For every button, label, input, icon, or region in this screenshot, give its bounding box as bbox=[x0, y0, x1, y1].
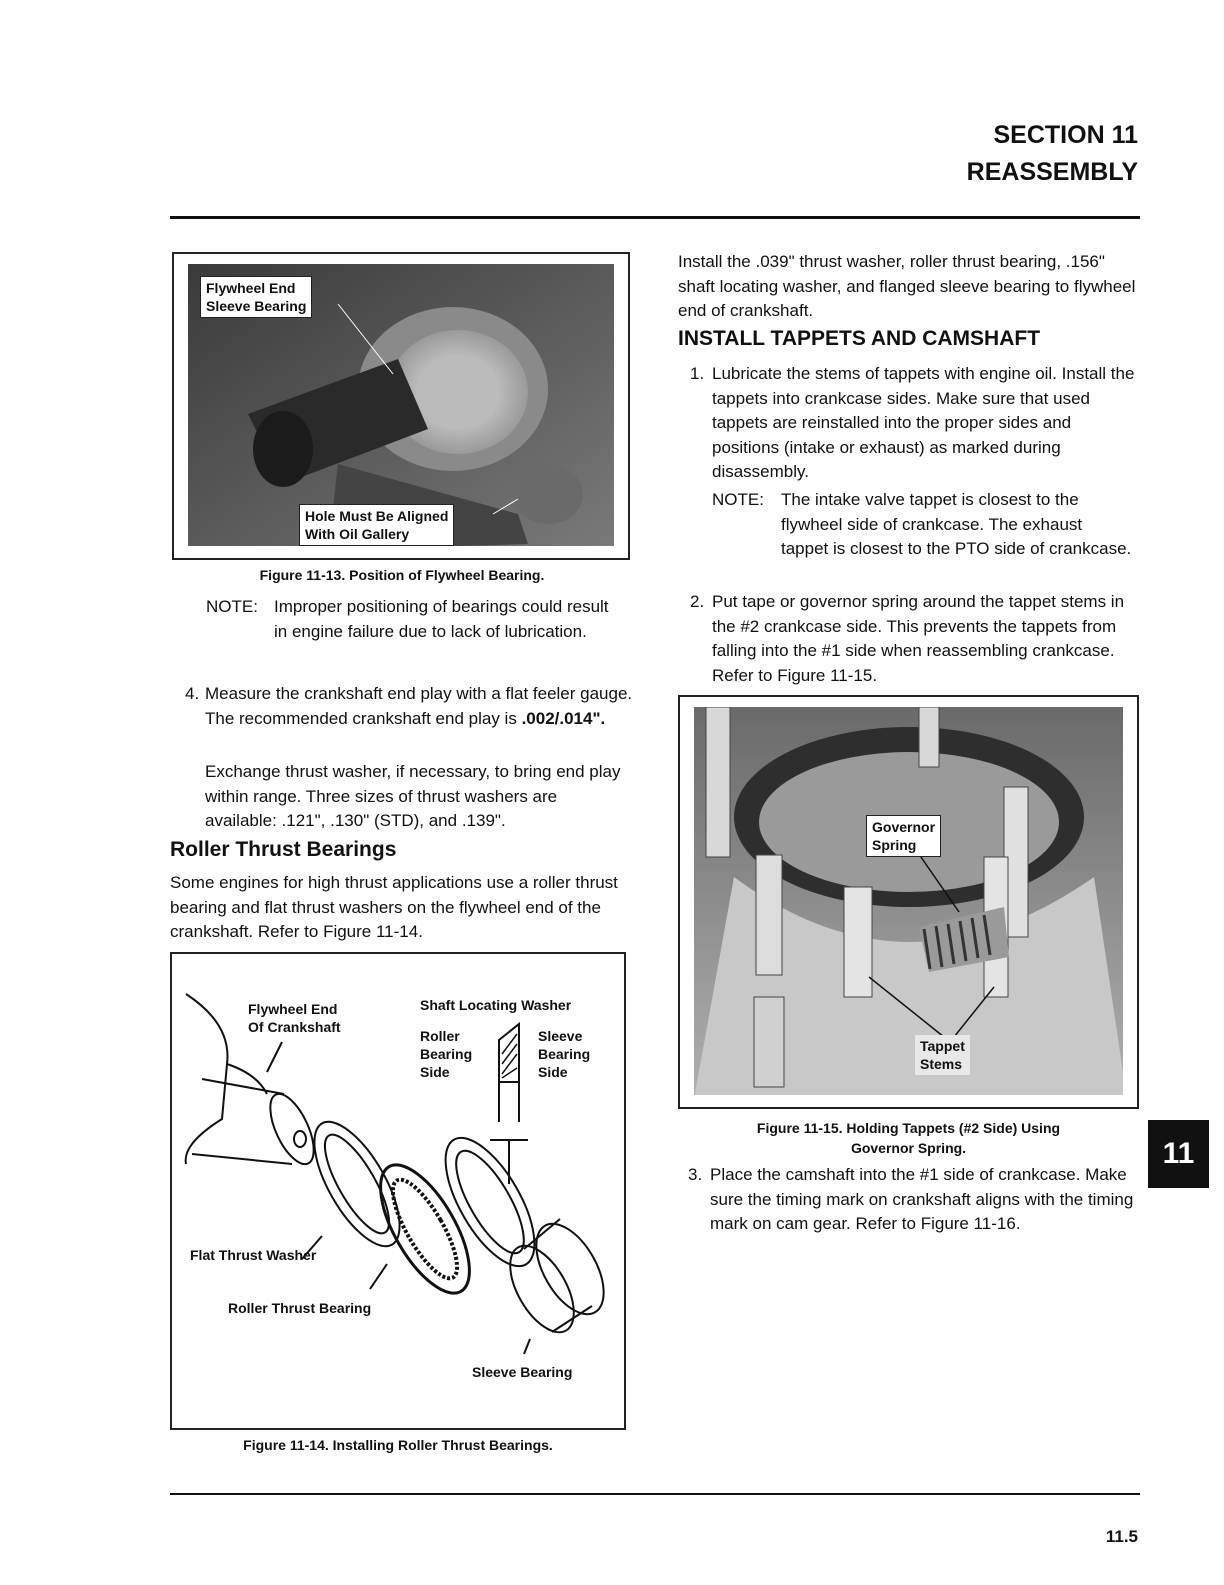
callout-line: With Oil Gallery bbox=[305, 526, 410, 542]
note-label: NOTE: bbox=[206, 597, 258, 616]
callout-flywheel-end-sleeve-bearing bbox=[200, 276, 312, 318]
section-heading: INSTALL TAPPETS AND CAMSHAFT bbox=[678, 327, 1041, 350]
step-1-text: Lubricate the stems of tappets with engine oil. Install the tappets into crankcase sides. Make sure that used tappets are reinstalled into the proper sides and positions (intake or exhaust) as marked during disassembly. bbox=[712, 364, 1135, 481]
footer-rule bbox=[170, 1493, 1140, 1495]
callout-line: Hole Must Be Aligned bbox=[305, 508, 449, 524]
step-number: 1. bbox=[690, 364, 705, 383]
label-flat-thrust-washer: Flat Thrust Washer bbox=[190, 1247, 317, 1263]
note-text: The intake valve tappet is closest to the flywheel side of crankcase. The exhaust tappet is closest to the PTO side of crankcase. bbox=[781, 490, 1132, 558]
callout-tappet-stems bbox=[915, 1035, 970, 1075]
note-label: NOTE: bbox=[712, 490, 764, 509]
note-text: Improper positioning of bearings could result in engine failure due to lack of lubrication. bbox=[274, 597, 609, 641]
callout-line: Flywheel End bbox=[206, 280, 296, 296]
callout-governor-spring bbox=[866, 815, 941, 857]
callout-line: Stems bbox=[920, 1056, 963, 1072]
label-line: Bearing bbox=[538, 1046, 591, 1062]
section-tab: 11 bbox=[1148, 1120, 1209, 1188]
label-line: Sleeve bbox=[538, 1028, 583, 1044]
label-flywheel-end bbox=[248, 1000, 341, 1036]
step-4-para-2: Exchange thrust washer, if necessary, to bring end play within range. Three sizes of thrust washers are available: .121", .130" (STD), and .139". bbox=[205, 762, 621, 830]
caption-line: Governor Spring. bbox=[850, 1140, 967, 1156]
section-heading: Roller Thrust Bearings bbox=[170, 838, 397, 861]
label-roller-thrust-bearing: Roller Thrust Bearing bbox=[228, 1300, 372, 1316]
label-roller-bearing-side bbox=[420, 1027, 472, 1081]
step-2-text: Put tape or governor spring around the tappet stems in the #2 crankcase side. This prevents the tappets from falling into the #1 side when reassembling crankcase. Refer to Figure 11-15. bbox=[712, 592, 1125, 685]
step-number: 3. bbox=[688, 1165, 703, 1184]
label-line: Flywheel End bbox=[248, 1001, 338, 1017]
callout-line: Sleeve Bearing bbox=[206, 298, 307, 314]
section-title: REASSEMBLY bbox=[966, 158, 1138, 186]
label-line: Side bbox=[420, 1064, 450, 1080]
figure-11-15-caption bbox=[678, 1118, 1139, 1158]
page-number: 11.5 bbox=[1105, 1527, 1138, 1546]
end-play-spec: .002/.014". bbox=[521, 708, 606, 728]
figure-11-14-diagram bbox=[170, 952, 626, 1430]
figure-11-13-caption: Figure 11-13. Position of Flywheel Bearing. bbox=[259, 567, 545, 583]
callout-line: Governor bbox=[872, 819, 936, 835]
caption-line: Figure 11-15. Holding Tappets (#2 Side) Using bbox=[756, 1120, 1061, 1136]
section-number: SECTION 11 bbox=[993, 121, 1138, 149]
intro-paragraph: Install the .039" thrust washer, roller thrust bearing, .156" shaft locating washer, and flanged sleeve bearing to flywheel end of crankshaft. bbox=[678, 252, 1136, 320]
label-sleeve-bearing-side bbox=[538, 1027, 590, 1081]
step-3-text: Place the camshaft into the #1 side of crankcase. Make sure the timing mark on crankshaft aligns with the timing mark on cam gear. Refer to Figure 11-16. bbox=[710, 1165, 1134, 1233]
callout-hole-aligned bbox=[299, 504, 454, 546]
header-rule bbox=[170, 216, 1140, 219]
label-line: Side bbox=[538, 1064, 568, 1080]
callout-line: Tappet bbox=[920, 1038, 965, 1054]
label-sleeve-bearing: Sleeve Bearing bbox=[472, 1364, 573, 1380]
label-line: Of Crankshaft bbox=[248, 1019, 341, 1035]
figure-11-15-photo bbox=[678, 695, 1139, 1109]
label-shaft-locating-washer: Shaft Locating Washer bbox=[420, 997, 572, 1013]
step-4-text bbox=[205, 682, 633, 731]
callout-line: Spring bbox=[872, 837, 917, 853]
step-number: 4. bbox=[185, 684, 200, 703]
step-4-text-main: Measure the crankshaft end play with a flat feeler gauge. The recommended crankshaft end play is bbox=[205, 684, 633, 728]
label-line: Bearing bbox=[420, 1046, 473, 1062]
figure-11-13-photo bbox=[172, 252, 630, 560]
figure-11-14-caption: Figure 11-14. Installing Roller Thrust Bearings. bbox=[243, 1437, 553, 1453]
tappets-photo bbox=[694, 707, 1123, 1095]
label-line: Roller bbox=[420, 1028, 460, 1044]
roller-paragraph: Some engines for high thrust applications use a roller thrust bearing and flat thrust washers on the flywheel end of the crankshaft. Refer to Figure 11-14. bbox=[170, 873, 618, 941]
step-number: 2. bbox=[690, 592, 705, 611]
